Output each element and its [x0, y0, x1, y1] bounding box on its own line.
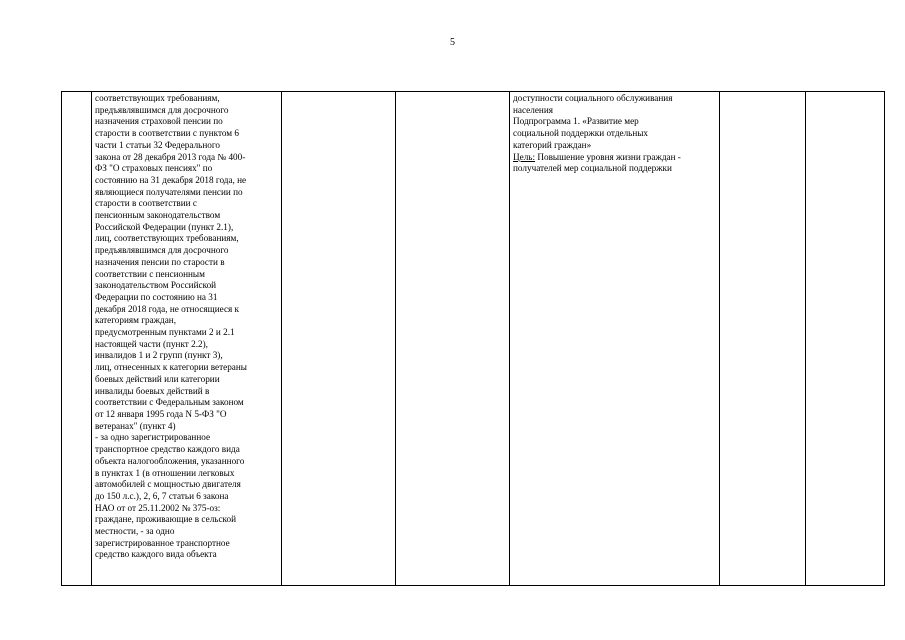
text-line: населения	[513, 104, 553, 115]
text-line: назначения страховой пенсии по	[95, 116, 223, 127]
text-line: транспортное средство каждого вида	[95, 444, 240, 455]
text-line: боевых действий или категории	[95, 373, 220, 384]
table-cell-empty	[396, 92, 510, 586]
text-line: ветеранах" (пункт 4)	[95, 420, 176, 431]
text-line: зарегистрированное транспортное	[95, 537, 230, 548]
table-cell-empty	[806, 92, 885, 586]
goal-label: Цель:	[513, 151, 536, 162]
text-line: социальной поддержки отдельных	[513, 128, 649, 139]
text-line: назначения пенсии по старости в	[95, 256, 225, 267]
program-text	[510, 92, 719, 175]
document-table	[61, 91, 885, 586]
text-line: соответствии с Федеральным законом	[95, 397, 244, 408]
text-line: средство каждого вида объекта	[95, 549, 217, 560]
text-line: НАО от от 25.11.2002 № 375-оз:	[95, 502, 221, 513]
text-line: предъявлявшимся для досрочного	[95, 104, 229, 115]
table-cell-empty	[720, 92, 806, 586]
table-cell-empty	[282, 92, 396, 586]
text-line: категорий граждан»	[513, 139, 592, 150]
text-line: инвалидов 1 и 2 групп (пункт 3),	[95, 350, 223, 361]
text-line: граждане, проживающие в сельской	[95, 514, 237, 525]
text-line: закона от 28 декабря 2013 года № 400-	[95, 151, 246, 162]
text-line: местности, - за одно	[95, 526, 175, 537]
text-line: Федерации по состоянию на 31	[95, 291, 218, 302]
text-line: автомобилей с мощностью двигателя	[95, 479, 241, 490]
text-line: в пунктах 1 (в отношении легковых	[95, 467, 235, 478]
goal-text: Повышение уровня жизни граждан -	[535, 151, 681, 162]
text-line: предусмотренным пунктами 2 и 2.1	[95, 327, 235, 338]
page-number: 5	[450, 37, 455, 48]
text-line: предъявлявшимся для досрочного	[95, 245, 229, 256]
description-text	[92, 92, 281, 561]
text-line: - за одно зарегистрированное	[95, 432, 211, 443]
text-line: соответствии с пенсионным	[95, 268, 205, 279]
text-line: лиц, отнесенных к категории ветераны	[95, 362, 247, 373]
text-line: инвалиды боевых действий в	[95, 385, 210, 396]
text-line: от 12 января 1995 года N 5-ФЗ "О	[95, 408, 227, 419]
text-line: лиц, соответствующих требованиям,	[95, 233, 239, 244]
goal-text-line2: получателей мер социальной поддержки	[513, 163, 672, 174]
text-line: Российской Федерации (пункт 2.1),	[95, 221, 234, 232]
text-line: пенсионным законодательством	[95, 210, 221, 221]
text-line: части 1 статьи 32 Федерального	[95, 139, 220, 150]
table-cell-program	[510, 92, 720, 586]
text-line: категориям граждан,	[95, 315, 176, 326]
text-line: ФЗ "О страховых пенсиях" по	[95, 163, 213, 174]
table-cell-description	[92, 92, 282, 586]
text-line: доступности социального обслуживания	[513, 93, 673, 103]
text-line: состоянию на 31 декабря 2018 года, не	[95, 174, 247, 185]
text-line: старости в соответствии с	[95, 198, 197, 209]
text-line: Подпрограмма 1. «Развитие мер	[513, 116, 639, 127]
text-line: старости в соответствии с пунктом 6	[95, 128, 240, 139]
table-row	[62, 92, 885, 586]
goal-line	[513, 152, 716, 164]
text-line: до 150 л.с.), 2, 6, 7 статьи 6 закона	[95, 490, 229, 501]
text-line: соответствующих требованиям,	[95, 93, 220, 103]
text-line: настоящей части (пункт 2.2),	[95, 338, 208, 349]
text-line: законодательством Российской	[95, 280, 217, 291]
text-line: объекта налогообложения, указанного	[95, 455, 245, 466]
text-line: декабря 2018 года, не относящиеся к	[95, 303, 240, 314]
table-cell-number	[62, 92, 92, 586]
text-line: являющиеся получателями пенсии по	[95, 186, 243, 197]
